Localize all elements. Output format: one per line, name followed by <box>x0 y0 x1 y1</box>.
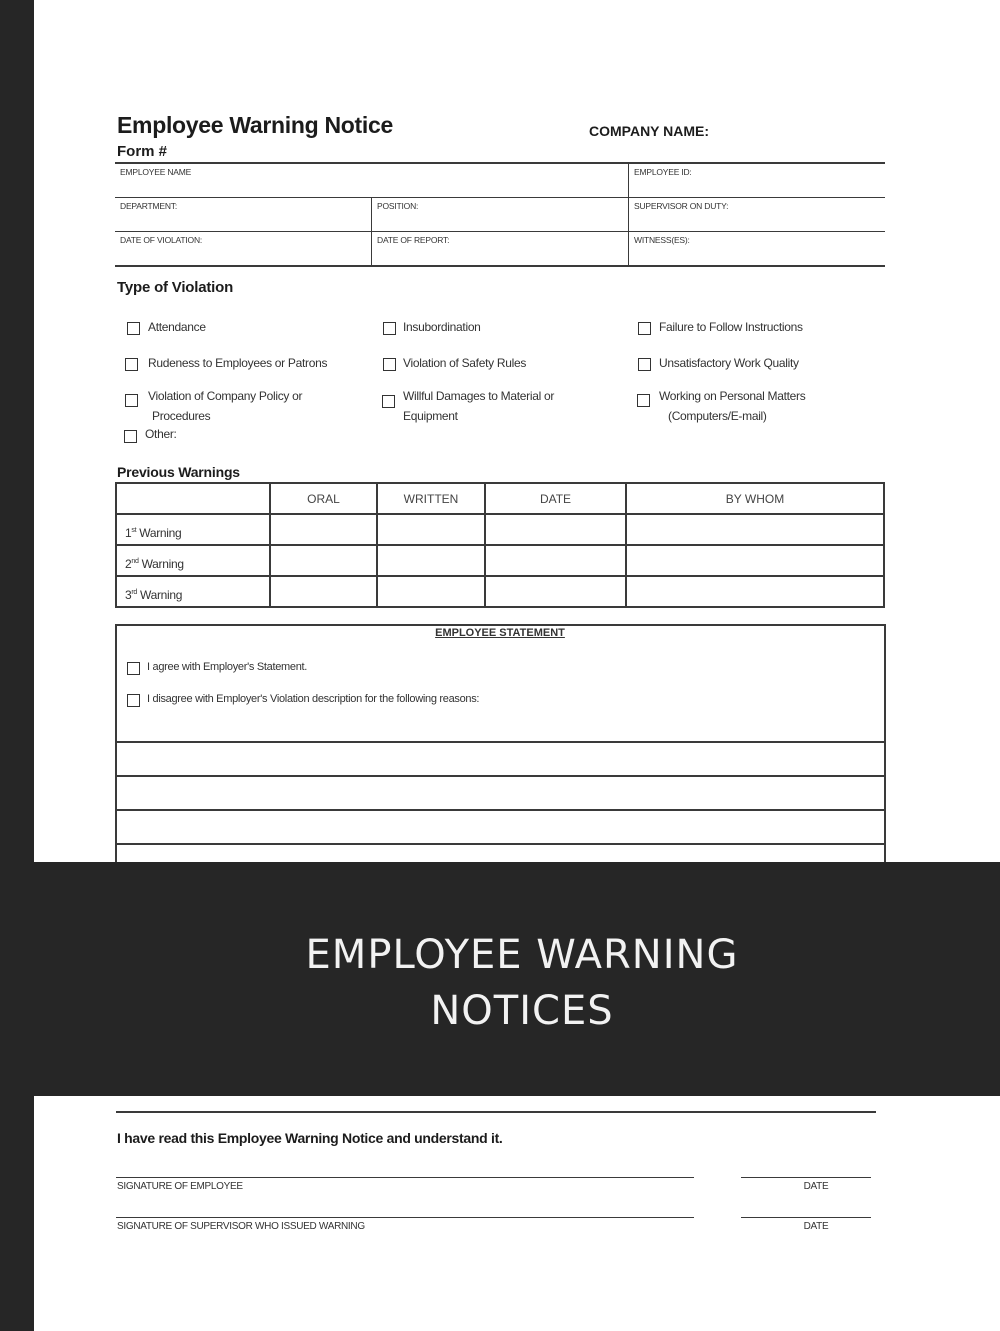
agree-checkbox[interactable] <box>127 662 140 675</box>
statement-line <box>116 843 884 845</box>
banner-title <box>0 927 1000 1039</box>
employee-date-line[interactable] <box>741 1177 871 1178</box>
failure-instructions-label: Failure to Follow Instructions <box>659 320 803 334</box>
warning-row-3 <box>125 588 182 602</box>
safety-rules-checkbox[interactable] <box>383 358 396 371</box>
personal-matters-checkbox[interactable] <box>637 394 650 407</box>
other-label: Other: <box>145 427 177 441</box>
witnesses-field[interactable]: WITNESS(ES): <box>634 235 690 245</box>
rudeness-label: Rudeness to Employees or Patrons <box>148 356 328 370</box>
rudeness-checkbox[interactable] <box>125 358 138 371</box>
row-number: 1 <box>125 526 132 540</box>
supervisor-date-label: DATE <box>803 1221 829 1232</box>
table-header-line <box>115 513 885 515</box>
ack-top-line <box>116 1111 876 1113</box>
grid-divider <box>371 198 372 266</box>
table-border <box>115 482 117 608</box>
employee-date-label: DATE <box>803 1181 829 1192</box>
grid-divider <box>628 163 629 266</box>
agree-label: I agree with Employer's Statement. <box>147 661 308 673</box>
form-number-label: Form # <box>117 143 168 160</box>
table-row-line <box>115 575 885 577</box>
department-field[interactable]: DEPARTMENT: <box>120 201 177 211</box>
insubordination-checkbox[interactable] <box>383 322 396 335</box>
grid-line <box>115 197 885 198</box>
willful-damages-label: Willful Damages to Material or <box>403 389 555 403</box>
attendance-label: Attendance <box>148 320 206 334</box>
employee-signature-line[interactable] <box>116 1177 694 1178</box>
personal-matters-label: Working on Personal Matters <box>659 389 806 403</box>
company-policy-label: Violation of Company Policy or <box>148 389 303 403</box>
company-policy-label-cont: Procedures <box>152 409 211 423</box>
violation-heading: Type of Violation <box>117 279 234 296</box>
position-field[interactable]: POSITION: <box>377 201 419 211</box>
employee-name-field[interactable]: EMPLOYEE NAME <box>120 167 192 177</box>
willful-damages-label-cont: Equipment <box>403 409 458 423</box>
warning-row-2 <box>125 557 184 571</box>
supervisor-signature-line[interactable] <box>116 1217 694 1218</box>
acknowledgement-text: I have read this Employee Warning Notice and understand it. <box>117 1130 503 1146</box>
supervisor-signature-label: SIGNATURE OF SUPERVISOR WHO ISSUED WARNING <box>117 1221 365 1232</box>
col-oral: ORAL <box>307 492 340 506</box>
table-border <box>883 482 885 608</box>
supervisor-date-line[interactable] <box>741 1217 871 1218</box>
warning-row-1 <box>125 526 181 540</box>
statement-line <box>116 775 884 777</box>
disagree-checkbox[interactable] <box>127 694 140 707</box>
attendance-checkbox[interactable] <box>127 322 140 335</box>
grid-top-line <box>115 162 885 164</box>
work-quality-label: Unsatisfactory Work Quality <box>659 356 799 370</box>
row-number: 2 <box>125 557 132 571</box>
date-of-report-field[interactable]: DATE OF REPORT: <box>377 235 450 245</box>
row-number: 3 <box>125 588 132 602</box>
row-label: Warning <box>138 557 184 571</box>
row-ordinal: nd <box>131 558 139 565</box>
date-of-violation-field[interactable]: DATE OF VIOLATION: <box>120 235 203 245</box>
personal-matters-label-cont: (Computers/E-mail) <box>668 409 767 423</box>
col-by-whom: BY WHOM <box>725 492 785 506</box>
employee-id-field[interactable]: EMPLOYEE ID: <box>634 167 692 177</box>
statement-heading: EMPLOYEE STATEMENT <box>435 627 565 639</box>
col-date: DATE <box>539 492 572 506</box>
other-checkbox[interactable] <box>124 430 137 443</box>
willful-damages-checkbox[interactable] <box>382 395 395 408</box>
grid-bottom-line <box>115 265 885 267</box>
row-ordinal: st <box>131 527 137 534</box>
company-name-label: COMPANY NAME: <box>589 123 710 139</box>
disagree-label: I disagree with Employer's Violation description for the following reasons: <box>147 693 480 705</box>
employee-signature-label: SIGNATURE OF EMPLOYEE <box>117 1181 243 1192</box>
company-policy-checkbox[interactable] <box>125 394 138 407</box>
table-row-line <box>115 544 885 546</box>
statement-line <box>116 741 884 743</box>
previous-warnings-heading: Previous Warnings <box>117 464 240 480</box>
grid-line <box>115 231 885 232</box>
col-written: WRITTEN <box>403 492 459 506</box>
safety-rules-label: Violation of Safety Rules <box>403 356 527 370</box>
book-spine <box>0 0 34 1331</box>
banner-line-1: EMPLOYEE WARNING <box>305 932 739 978</box>
insubordination-label: Insubordination <box>403 320 481 334</box>
row-label: Warning <box>137 588 183 602</box>
work-quality-checkbox[interactable] <box>638 358 651 371</box>
row-ordinal: rd <box>131 589 137 596</box>
banner-line-2: NOTICES <box>430 988 614 1034</box>
table-bottom-line <box>115 606 885 608</box>
table-top-line <box>115 482 885 484</box>
supervisor-field[interactable]: SUPERVISOR ON DUTY: <box>634 201 729 211</box>
row-label: Warning <box>136 526 182 540</box>
form-title: Employee Warning Notice <box>117 112 393 138</box>
statement-line <box>116 809 884 811</box>
failure-instructions-checkbox[interactable] <box>638 322 651 335</box>
